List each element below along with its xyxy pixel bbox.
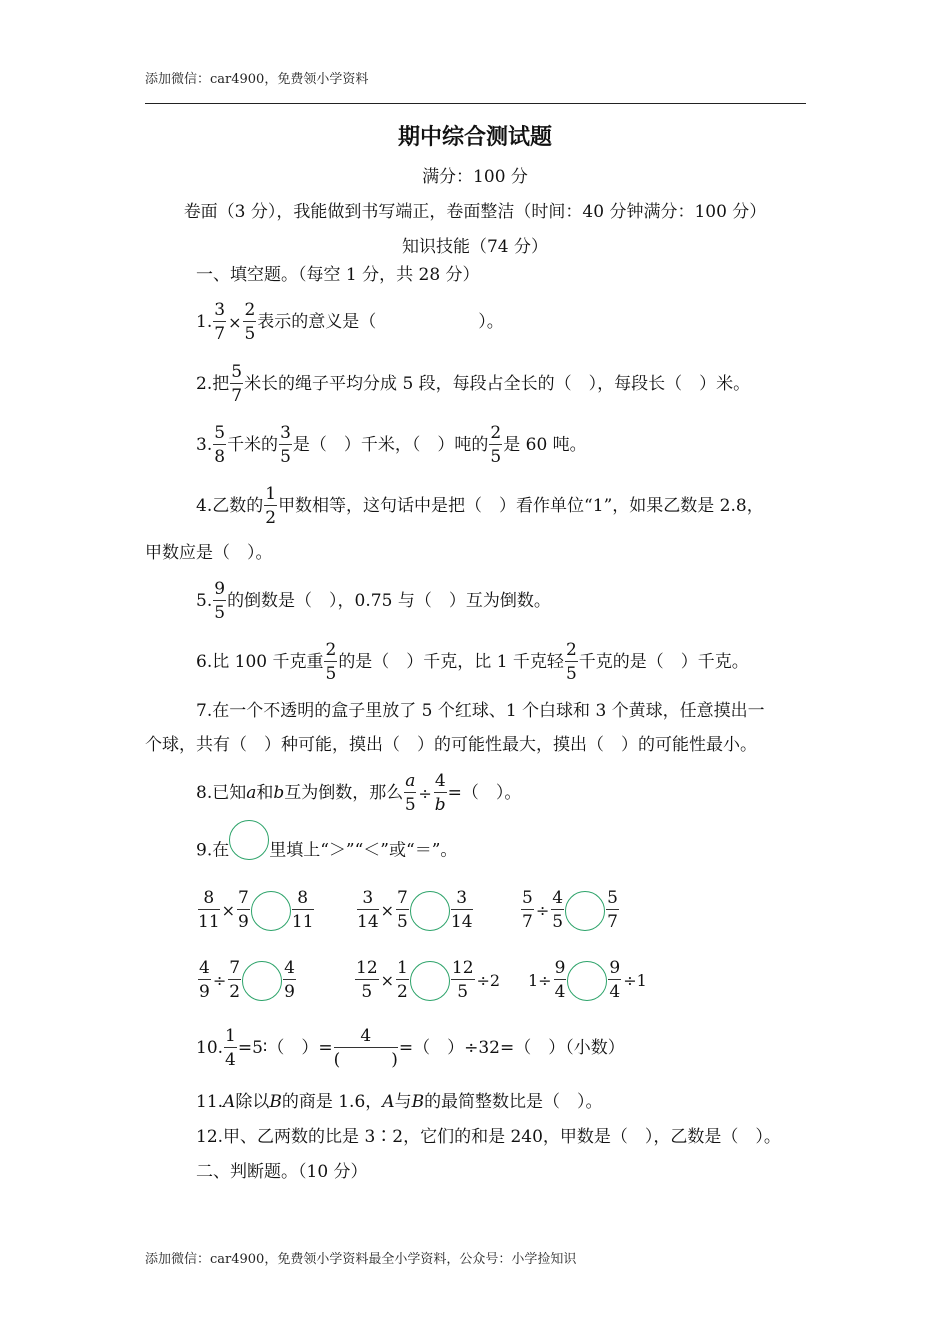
fraction: $\frac{2}{5}$ (325, 640, 337, 684)
fraction: $\frac{4}{b}$ (434, 771, 446, 815)
q11-prefix: 11. (196, 1092, 224, 1112)
q3-text-3: 是 60 吨。 (503, 435, 587, 455)
compare-circle-icon[interactable] (229, 820, 269, 860)
q3-text-1: 千米的 (227, 435, 279, 455)
fraction: $\frac{4}{9}$ (284, 958, 295, 1002)
operator: × (380, 900, 395, 920)
q9-item (197, 960, 297, 1001)
q6-text-1: 的是（ ）千克，比 1 千克轻 (338, 652, 564, 672)
q1-text: 表示的意义是（ ）。 (257, 312, 504, 332)
q11-text-1: 除以 (235, 1092, 270, 1112)
question-4 (196, 486, 764, 527)
var-A: A (382, 1092, 395, 1112)
q9-item (527, 960, 648, 1001)
fraction: $\frac{5}{7}$ (231, 362, 243, 406)
var-B: B (269, 1092, 282, 1112)
q3-prefix: 3. (196, 435, 213, 455)
question-9 (196, 842, 457, 860)
q9-item (356, 890, 474, 931)
compare-circle-icon[interactable] (410, 891, 450, 931)
question-2 (196, 364, 750, 405)
q8-end: =（ ）。 (447, 783, 522, 803)
compare-circle-icon[interactable] (410, 961, 450, 1001)
fraction: $\frac{5}{7}$ (607, 888, 618, 932)
fraction: $\frac{3}{14}$ (450, 888, 473, 932)
q8-prefix: 8.已知 (196, 783, 247, 803)
fraction: $\frac{7}{9}$ (238, 888, 249, 932)
fraction: $\frac{9}{4}$ (554, 958, 566, 1002)
q11-text-2: 的商是 1.6， (281, 1092, 383, 1112)
compare-circle-icon[interactable] (242, 961, 282, 1001)
q5-prefix: 5. (196, 591, 213, 611)
q9-item (197, 890, 315, 931)
fraction: $\frac{2}{5}$ (490, 423, 502, 467)
var-b: b (273, 783, 285, 803)
fraction: $\frac{a}{5}$ (404, 771, 416, 815)
operator: ÷ (418, 783, 432, 803)
operator: × (228, 312, 242, 332)
q2-text: 米长的绳子平均分成 5 段，每段占全长的（ ），每段长（ ）米。 (244, 374, 751, 394)
fraction: $\frac{8}{11}$ (291, 888, 314, 932)
question-12: 12.甲、乙两数的比是 3∶2，它们的和是 240，甲数是（ ），乙数是（ ）。 (196, 1127, 781, 1147)
q8-and: 和 (256, 783, 274, 803)
q5-text: 的倒数是（ ），0.75 与（ ）互为倒数。 (227, 591, 551, 611)
fraction: $\frac{4}{9}$ (199, 958, 210, 1002)
fraction: $\frac{1}{2}$ (397, 958, 408, 1002)
operator: × (380, 970, 395, 990)
operator: ÷ (535, 900, 550, 920)
q11-text-4: 的最简整数比是（ ）。 (424, 1092, 603, 1112)
fraction: $\frac{9}{4}$ (609, 958, 621, 1002)
fraction: $\frac{3}{5}$ (280, 423, 291, 467)
fraction: $\frac{12}{5}$ (356, 958, 378, 1002)
operator: ÷ (212, 970, 227, 990)
question-4-line2: 甲数应是（ ）。 (145, 543, 273, 563)
compare-circle-icon[interactable] (565, 891, 605, 931)
fraction: $\frac{7}{5}$ (397, 888, 408, 932)
q9-item (354, 960, 501, 1001)
q9-prefix: 9.在 (196, 840, 230, 861)
q10-text: =5∶（ ）= (237, 1038, 333, 1058)
question-10 (196, 1028, 625, 1069)
var-B: B (411, 1092, 425, 1112)
fraction: $\frac{4}{5}$ (552, 888, 564, 932)
q10-end: =（ ）÷32=（ ）（小数） (398, 1038, 625, 1058)
question-5 (196, 581, 551, 622)
fraction: $\frac{5}{8}$ (214, 423, 226, 467)
question-3 (196, 425, 587, 466)
full-score: 满分：100 分 (422, 167, 528, 187)
question-8 (196, 773, 521, 814)
fraction: $\frac{5}{7}$ (522, 888, 533, 932)
operator: × (221, 900, 236, 920)
question-1 (196, 302, 504, 343)
fraction: $\frac{4}{( )}$ (333, 1026, 398, 1070)
q6-prefix: 6.比 100 千克重 (196, 652, 324, 672)
page-header: 添加微信：car4900，免费领小学资料 (145, 72, 369, 87)
part1-title: 一、填空题。（每空 1 分，共 28 分） (196, 265, 480, 285)
q9-tail: ÷2 (476, 970, 501, 990)
q3-text-2: 是（ ）千米，（ ）吨的 (292, 435, 489, 455)
page-footer: 添加微信：car4900，免费领小学资料最全小学资料，公众号：小学捡知识 (145, 1252, 577, 1267)
question-7-line1: 7.在一个不透明的盒子里放了 5 个红球、1 个白球和 3 个黄球，任意摸出一 (196, 701, 765, 721)
q10-prefix: 10. (196, 1038, 224, 1058)
var-A: A (223, 1092, 236, 1112)
fraction: $\frac{2}{5}$ (244, 300, 256, 344)
header-rule (145, 103, 806, 104)
fraction: $\frac{12}{5}$ (451, 958, 474, 1002)
q4-text: 甲数相等，这句话中是把（ ）看作单位“1”，如果乙数是 2.8， (278, 496, 764, 516)
question-11 (196, 1094, 603, 1111)
q9-text: 里填上“＞”“＜”或“＝”。 (269, 840, 458, 861)
q9-tail: ÷1 (623, 970, 647, 990)
fraction: $\frac{8}{11}$ (198, 888, 220, 932)
q4-prefix: 4.乙数的 (196, 496, 264, 516)
fraction: $\frac{9}{5}$ (214, 579, 226, 623)
fraction: $\frac{3}{7}$ (214, 300, 226, 344)
q2-prefix: 2.把 (196, 374, 230, 394)
q1-number: 1. (196, 312, 213, 332)
question-7-line2: 个球，共有（ ）种可能，摸出（ ）的可能性最大，摸出（ ）的可能性最小。 (145, 735, 757, 755)
fraction: $\frac{2}{5}$ (565, 640, 577, 684)
compare-circle-icon[interactable] (251, 891, 291, 931)
compare-circle-icon[interactable] (567, 961, 607, 1001)
question-6 (196, 642, 749, 683)
q8-text: 互为倒数，那么 (284, 783, 404, 803)
neatness-note: 卷面（3 分），我能做到书写端正，卷面整洁（时间：40 分钟满分：100 分） (183, 202, 767, 222)
q9-item (520, 890, 620, 931)
fraction: $\frac{3}{14}$ (357, 888, 379, 932)
knowledge-section-title: 知识技能（74 分） (401, 237, 549, 257)
fraction: $\frac{1}{4}$ (225, 1026, 236, 1070)
q6-text-2: 千克的是（ ）千克。 (578, 652, 749, 672)
fraction: $\frac{7}{2}$ (229, 958, 241, 1002)
q11-text-3: 与 (394, 1092, 412, 1112)
exam-title: 期中综合测试题 (397, 124, 552, 150)
var-a: a (246, 783, 257, 803)
fraction: $\frac{1}{2}$ (265, 484, 277, 528)
part2-title: 二、判断题。（10 分） (196, 1162, 368, 1182)
q9-prefix: 1÷ (528, 970, 552, 990)
